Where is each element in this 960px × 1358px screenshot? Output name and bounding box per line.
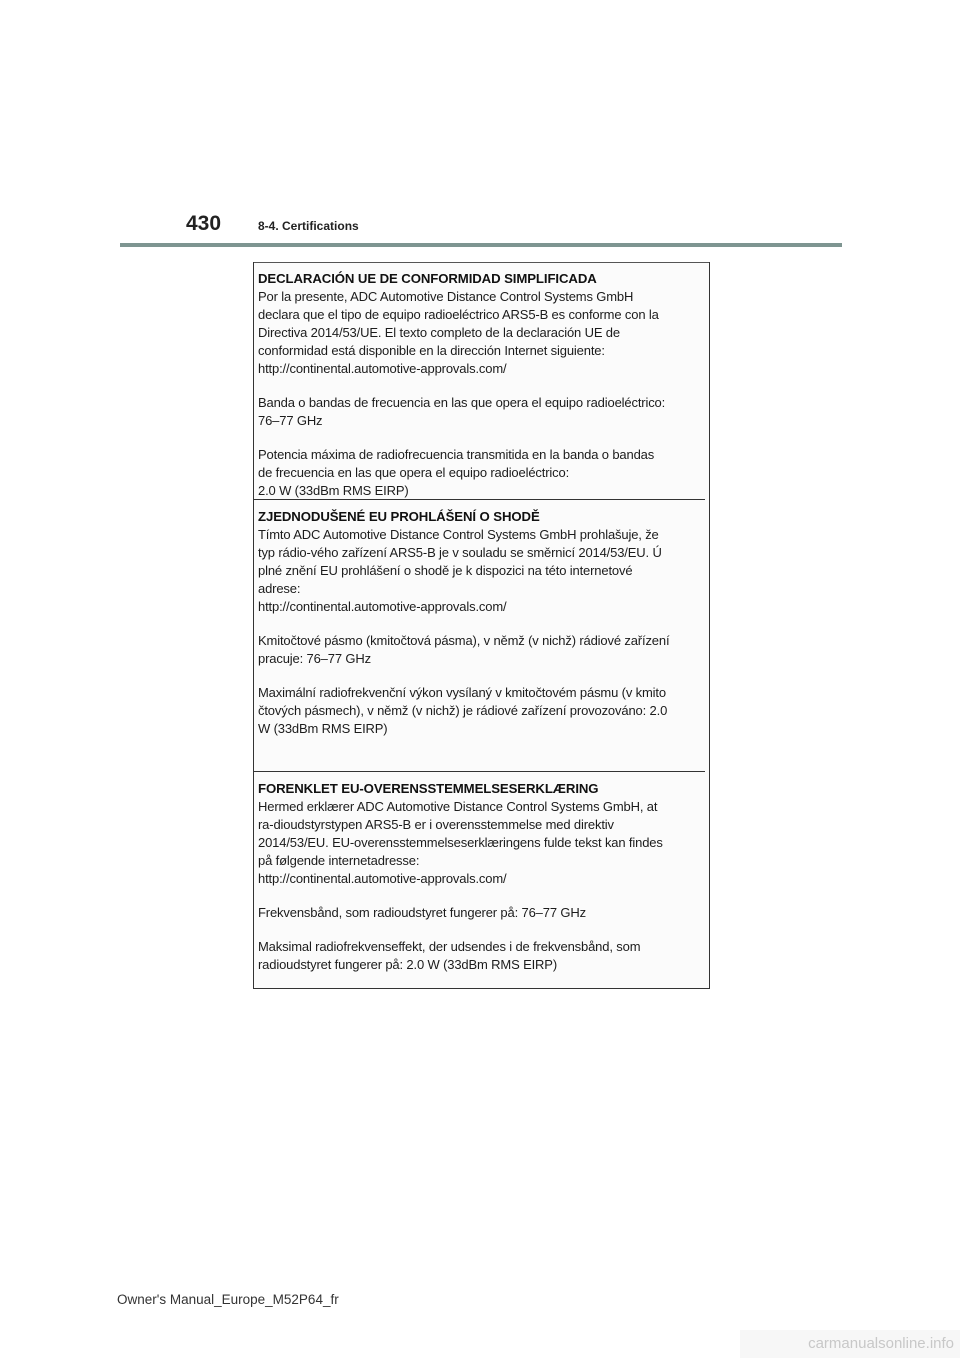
max-power-paragraph: Maximální radiofrekvenční výkon vysílaný v kmitočtovém pásmu (v kmito čtových pásmech), v němž (v nichž) je rádiové zařízení provozováno: 2.0 W (33dBm RMS EIRP) [258, 685, 668, 736]
block-heading: DECLARACIÓN UE DE CONFORMIDAD SIMPLIFICADA [258, 271, 597, 286]
page-number: 430 [186, 212, 222, 235]
declaration-block-spanish [254, 262, 705, 500]
declaration-paragraph: Por la presente, ADC Automotive Distance Control Systems GmbH declara que el tipo de equipo radioeléctrico ARS5-B es conforme con la Directiva 2014/53/UE. El texto completo de la declaración UE de conformidad está disponible en la dirección Internet siguiente: http://continental.automotive-approvals.com/ [258, 289, 659, 376]
declaration-block-czech [254, 500, 705, 772]
frequency-band-paragraph: Frekvensbånd, som radioudstyret fungerer på: 76–77 GHz [258, 905, 586, 920]
block-heading: FORENKLET EU-OVERENSSTEMMELSESERKLÆRING [258, 781, 599, 796]
header-rule [120, 243, 842, 247]
frequency-band-paragraph: Banda o bandas de frecuencia en las que opera el equipo radioeléctrico: 76–77 GHz [258, 395, 666, 428]
declaration-block-danish [254, 772, 705, 988]
manual-id-footer: Owner's Manual_Europe_M52P64_fr [117, 1292, 339, 1307]
frequency-band-paragraph: Kmitočtové pásmo (kmitočtová pásma), v němž (v nichž) rádiové zařízení pracuje: 76–77 GHz [258, 633, 670, 666]
site-watermark: carmanualsonline.info [740, 1330, 960, 1358]
section-title: 8-4. Certifications [258, 219, 359, 233]
declaration-paragraph: Hermed erklærer ADC Automotive Distance Control Systems GmbH, at ra-dioudstyrstypen ARS5-B er i overensstemmelse med direktiv 2014/53/EU. EU-overensstemmelseserklæringens fulde tekst kan findes på følgende internetadresse: http://continental.automotive-approvals.com/ [258, 799, 663, 886]
block-heading: ZJEDNODUŠENÉ EU PROHLÁŠENÍ O SHODĚ [258, 509, 540, 524]
max-power-paragraph: Potencia máxima de radiofrecuencia transmitida en la banda o bandas de frecuencia en las que opera el equipo radioeléctrico: 2.0 W (33dBm RMS EIRP) [258, 447, 655, 498]
certification-scan [253, 262, 710, 989]
max-power-paragraph: Maksimal radiofrekvenseffekt, der udsendes i de frekvensbånd, som radioudstyret fungerer på: 2.0 W (33dBm RMS EIRP) [258, 939, 641, 972]
declaration-paragraph: Tímto ADC Automotive Distance Control Systems GmbH prohlašuje, že typ rádio-vého zařízení ARS5-B je v souladu se směrnicí 2014/53/EU. Ú plné znění EU prohlášení o shodě je k dispozici na této internetové adrese: http://continental.automotive-approvals.com/ [258, 527, 662, 614]
